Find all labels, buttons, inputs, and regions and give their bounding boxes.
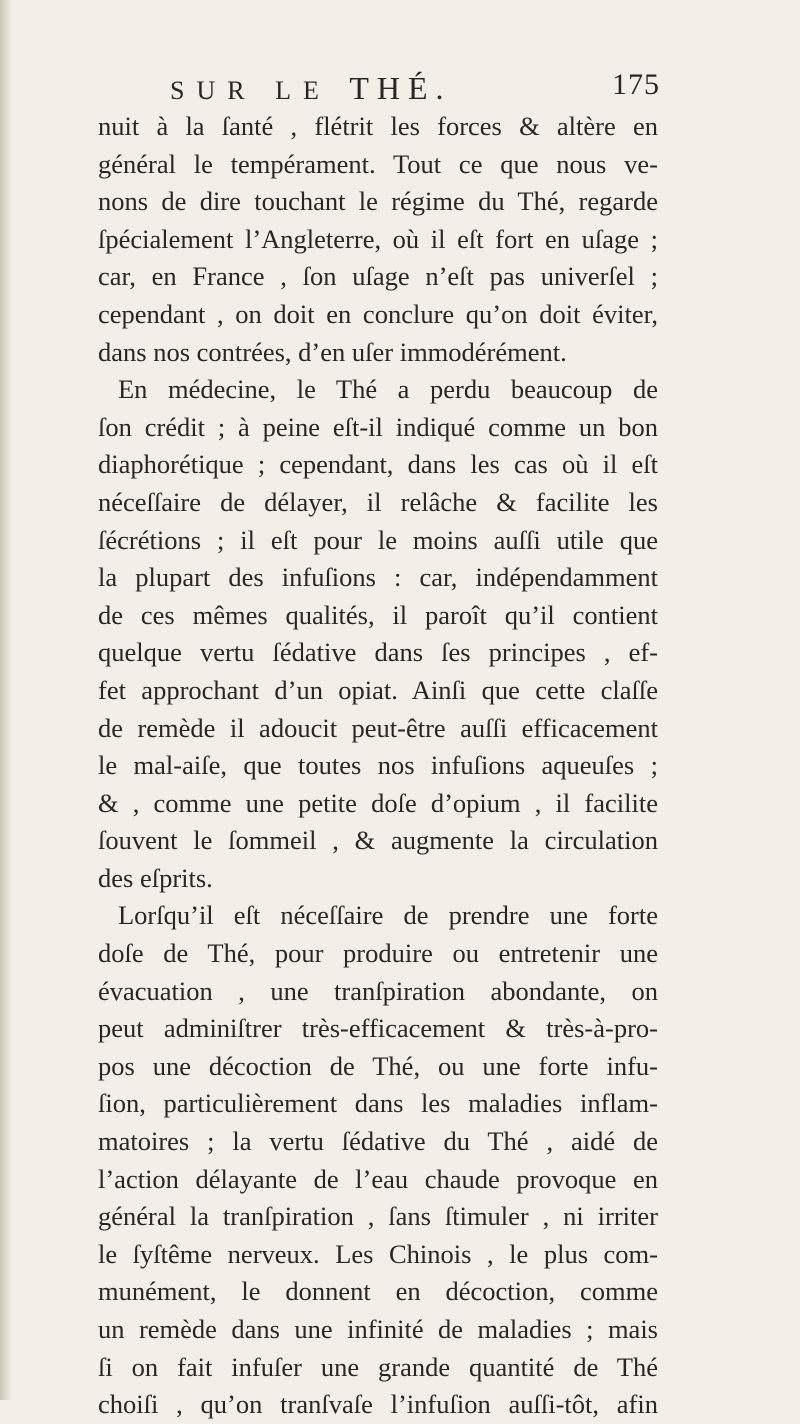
text-line: ſon crédit ; à peine eſt-il indiqué comme un bon	[98, 411, 658, 442]
text-line: ſion, particulièrement dans les maladies inflam-	[98, 1088, 658, 1119]
text-line: général la tranſpiration , ſans ſtimuler , ni irriter	[98, 1201, 658, 1232]
text-line: doſe de Thé, pour produire ou entretenir une	[98, 938, 658, 969]
text-line: choiſi , qu’on tranſvaſe l’infuſion auſſi-tôt, afin	[98, 1389, 658, 1420]
running-head-prefix: SUR LE	[170, 76, 331, 105]
text-line: En médecine, le Thé a perdu beaucoup de	[118, 374, 658, 405]
text-line: & , comme une petite doſe d’opium , il facilite	[98, 787, 658, 818]
text-line: ſi on fait infuſer une grande quantité de Thé	[98, 1351, 658, 1382]
text-line: nons de dire touchant le régime du Thé, regarde	[98, 186, 658, 217]
text-line: munément, le donnent en décoction, comme	[98, 1276, 658, 1307]
text-line: l’action délayante de l’eau chaude provoque en	[98, 1163, 658, 1194]
text-line: ſouvent le ſommeil , & augmente la circulation	[98, 825, 658, 856]
text-line: diaphorétique ; cependant, dans les cas où il eſt	[98, 449, 658, 480]
text-line: général le tempérament. Tout ce que nous ve-	[98, 148, 658, 179]
text-line: pos une décoction de Thé, ou une forte infu-	[98, 1050, 658, 1081]
text-line: un remède dans une infinité de maladies ; mais	[98, 1314, 658, 1344]
text-line: des eſprits.	[98, 862, 213, 893]
text-line: ſpécialement l’Angleterre, où il eſt fort en uſage ;	[98, 223, 658, 254]
text-line: car, en France , ſon uſage n’eſt pas univerſel ;	[98, 261, 658, 292]
text-line: fet approchant d’un opiat. Ainſi que cette claſſe	[98, 674, 658, 705]
text-line: ſécrétions ; il eſt pour le moins auſſi utile que	[98, 524, 658, 555]
page-header	[170, 64, 660, 112]
running-head-title: THÉ.	[349, 70, 452, 106]
text-line: matoires ; la vertu ſédative du Thé , aidé de	[98, 1126, 658, 1157]
body-text	[98, 108, 658, 1424]
text-line: nuit à la ſanté , flétrit les forces & altère en	[98, 111, 658, 141]
text-line: de ces mêmes qualités, il paroît qu’il contient	[98, 599, 658, 630]
text-line: la plupart des infuſions : car, indépendamment	[98, 562, 658, 593]
text-line: peut adminiſtrer très-efficacement & très-à-pro-	[98, 1013, 658, 1044]
text-line: quelque vertu ſédative dans ſes principes , ef-	[98, 637, 658, 668]
text-line: Lorſqu’il eſt néceſſaire de prendre une forte	[118, 900, 658, 931]
text-line: le ſyſtême nerveux. Les Chinois , le plus com-	[98, 1238, 658, 1269]
text-line: cependant , on doit en conclure qu’on doit éviter,	[98, 298, 658, 329]
text-line: dans nos contrées, d’en uſer immodérément.	[98, 336, 567, 367]
text-line: néceſſaire de délayer, il relâche & facilite les	[98, 486, 658, 517]
text-line: de remède il adoucit peut-être auſſi efficacement	[98, 712, 658, 743]
text-line: le mal-aiſe, que toutes nos infuſions aqueuſes ;	[98, 750, 658, 781]
text-line: évacuation , une tranſpiration abondante, on	[98, 975, 658, 1006]
page-number: 175	[612, 68, 660, 101]
running-head	[170, 70, 452, 107]
